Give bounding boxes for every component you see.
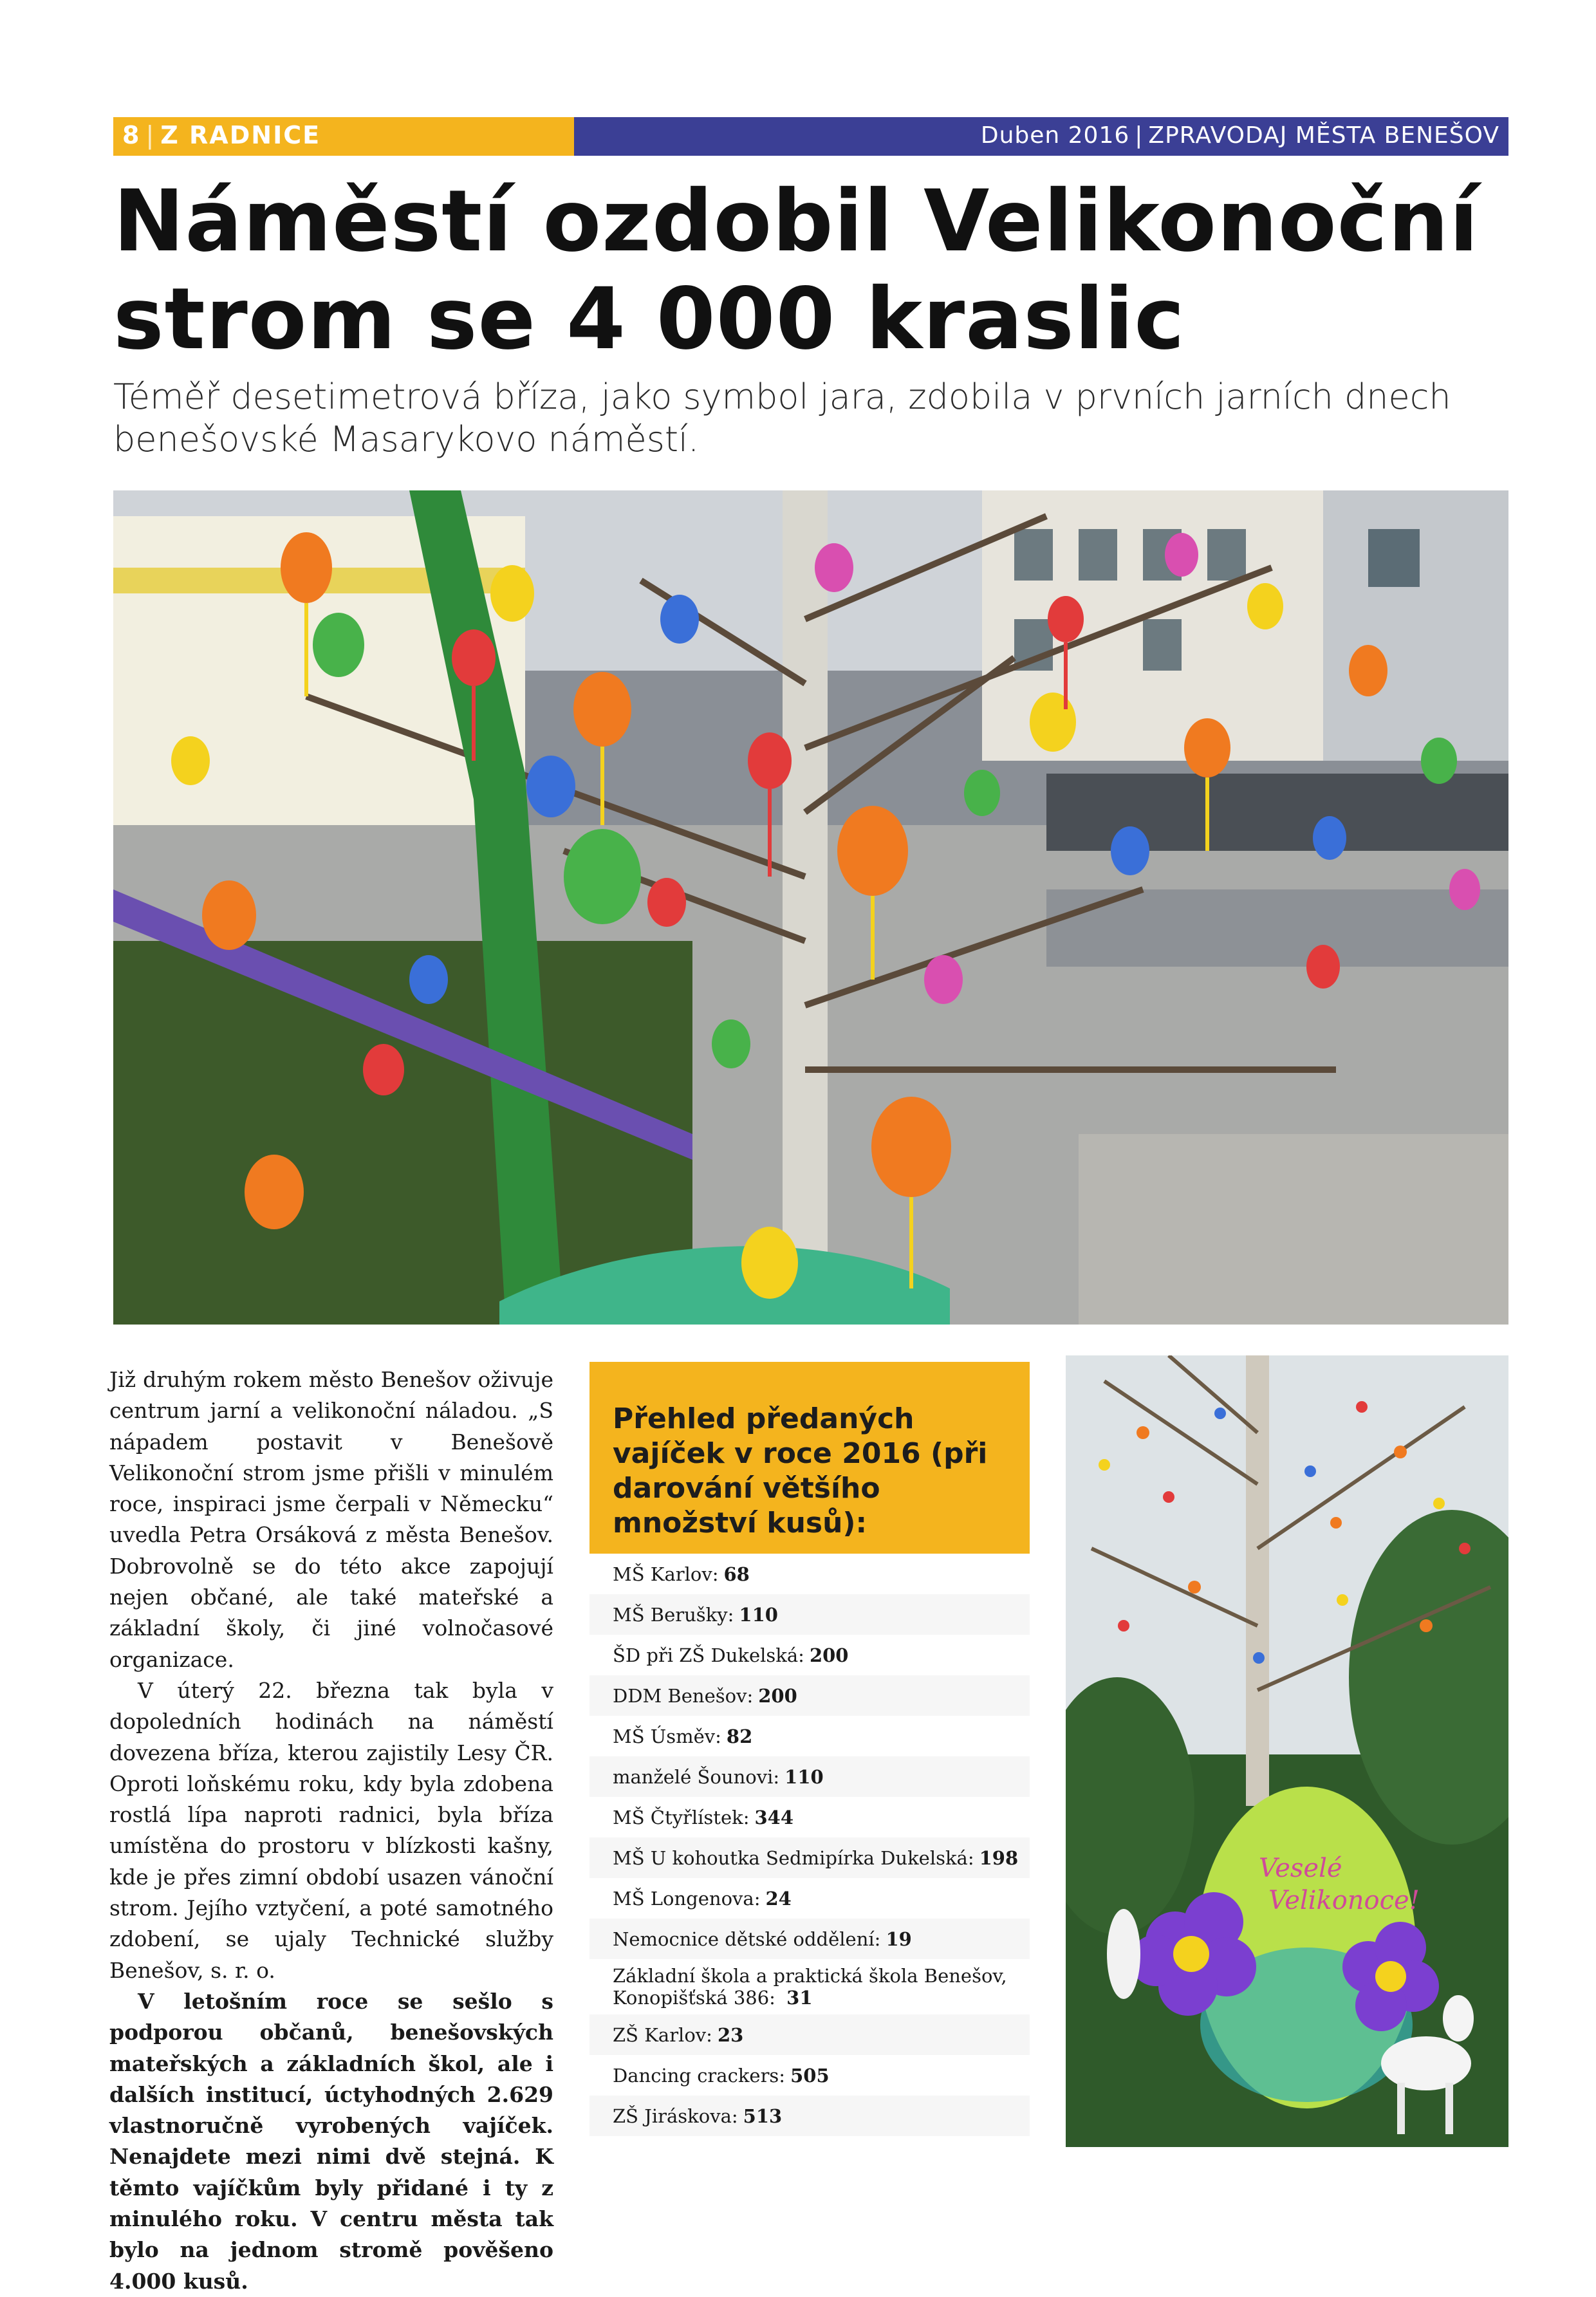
page-number: 8 (122, 121, 141, 149)
donor-name: MŠ Čtyřlístek: (613, 1806, 750, 1828)
donor-name: MŠ Berušky: (613, 1603, 734, 1626)
page-header (113, 117, 1508, 156)
easter-sign-photo-illustration (1066, 1355, 1508, 2147)
sign-text-line-2: Velikonoce! (1268, 1886, 1420, 1915)
donor-name: manželé Šounovi: (613, 1765, 780, 1788)
egg-count: 198 (979, 1846, 1019, 1869)
donation-row (589, 1554, 1030, 1594)
donation-row (589, 1797, 1030, 1837)
article-body (109, 1364, 553, 2297)
egg-donations-list (589, 1554, 1030, 2136)
headline-line-1: Náměstí ozdobil Velikonoční (113, 172, 1480, 271)
sign-text-line-1: Veselé (1259, 1854, 1342, 1883)
donor-name: MŠ Karlov: (613, 1563, 719, 1585)
donation-row (589, 1594, 1030, 1635)
egg-count: 19 (886, 1928, 912, 1950)
egg-count: 24 (765, 1887, 792, 1910)
donor-name: Dancing crackers: (613, 2064, 786, 2087)
side-photo (1066, 1355, 1508, 2147)
donation-row (589, 1878, 1030, 1919)
donor-name: MŠ U kohoutka Sedmipírka Dukelská: (613, 1846, 974, 1869)
donation-row (589, 2096, 1030, 2136)
donation-row (589, 1675, 1030, 1716)
donor-name: MŠ Longenova: (613, 1887, 761, 1910)
easter-tree-photo-illustration (113, 490, 1508, 1325)
donation-row (589, 2014, 1030, 2055)
main-photo (113, 490, 1508, 1325)
donation-row (589, 1635, 1030, 1675)
egg-count: 82 (726, 1725, 753, 1747)
donation-row (589, 1959, 1030, 2014)
donor-name: DDM Benešov: (613, 1684, 754, 1707)
egg-count: 23 (717, 2023, 744, 2046)
donation-row (589, 1716, 1030, 1756)
donor-name: Nemocnice dětské oddělení: (613, 1928, 881, 1950)
donation-row (589, 2055, 1030, 2096)
donor-name (613, 1965, 1022, 2009)
donor-name-text: Základní škola a praktická škola Benešov, Konopišťská 386: (613, 1965, 1007, 2009)
issue-date: Duben 2016 (980, 122, 1130, 149)
donor-name: ZŠ Jiráskova: (613, 2105, 738, 2127)
donation-row (589, 1919, 1030, 1959)
egg-count: 505 (790, 2064, 830, 2087)
egg-count: 110 (784, 1765, 824, 1788)
article-paragraph-3: V letošním roce se sešlo s podporou občanů, benešovských mateřských a základních škol, ale i dalších institucí, úctyhodných 2.629 vlastnoručně vyrobených vajíček. Nenajdete mezi nimi dvě stejná. K těmto vajíčkům byly přidané i ty z minulého roku. V centru města tak bylo na jednom stromě pověšeno 4.000 kusů. (109, 1988, 553, 2294)
egg-count: 110 (739, 1603, 778, 1626)
publication-name: ZPRAVODAJ MĚSTA BENEŠOV (1148, 122, 1499, 149)
section-label: 8 | Z RADNICE (122, 121, 321, 149)
article-paragraph-1: Již druhým rokem město Benešov oživuje centrum jarní a velikonoční náladou. „S nápadem postavit v Benešově Velikonoční strom jsme přišli v minulém roce, inspiraci jsme čerpali v Německu“ uvedla Petra Orsáková z města Benešov. Dobrovolně se do této akce zapojují nejen občané, ale také mateřské a základní školy, či jiné volnočasové organizace. (109, 1367, 553, 1672)
header-blue-band (574, 117, 1508, 156)
article-headline (113, 172, 1516, 368)
donor-name: ZŠ Karlov: (613, 2023, 712, 2046)
article-subtitle: Téměř desetimetrová bříza, jako symbol jara, zdobila v prvních jarních dnech benešovské Masarykovo náměstí. (113, 377, 1451, 460)
egg-count: 200 (758, 1684, 797, 1707)
section-name: Z RADNICE (160, 121, 321, 149)
egg-count: 513 (743, 2105, 783, 2127)
egg-donations-box (589, 1362, 1030, 2136)
egg-count: 200 (809, 1644, 849, 1666)
egg-count: 68 (723, 1563, 750, 1585)
donor-name: MŠ Úsměv: (613, 1725, 721, 1747)
egg-count: 344 (754, 1806, 794, 1828)
egg-donations-title: Přehled předaných vajíček v roce 2016 (při darování většího množství kusů): (589, 1362, 1030, 1554)
header-yellow-band (113, 117, 574, 156)
donation-row (589, 1756, 1030, 1797)
headline-line-2: strom se 4 000 kraslic (113, 270, 1185, 369)
issue-label: Duben 2016 | ZPRAVODAJ MĚSTA BENEŠOV (980, 122, 1499, 149)
article-paragraph-2: V úterý 22. března tak byla v dopoledních hodinách na náměstí dovezena bříza, kterou zajistily Lesy ČR. Oproti loňskému roku, kdy byla zdobena rostlá lípa naproti radnici, byla bříza umístěna do prostoru v blízkosti kašny, kde je přes zimní období usazen vánoční strom. Jejího vztyčení, a poté samotného zdobení, se ujaly Technické služby Benešov, s. r. o. (109, 1677, 553, 1983)
donor-name: ŠD při ZŠ Dukelská: (613, 1644, 804, 1666)
donation-row (589, 1837, 1030, 1878)
egg-count: 31 (786, 1987, 813, 2009)
